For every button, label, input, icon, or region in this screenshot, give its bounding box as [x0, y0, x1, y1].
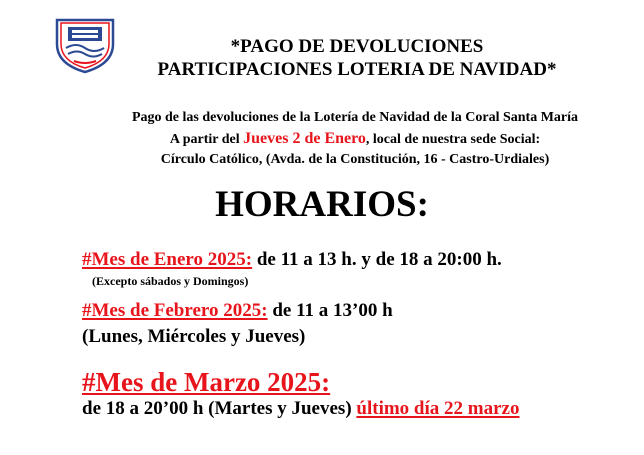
- schedule-febrero: [82, 300, 393, 322]
- febrero-label: #Mes de Febrero 2025:: [82, 300, 268, 321]
- marzo-hours: de 18 a 20’00 h (Martes y Jueves): [82, 398, 357, 419]
- info-line-2: [82, 130, 628, 148]
- marzo-deadline: último día 22 marzo: [356, 398, 520, 419]
- info-line-2-prefix: A partir del: [169, 132, 244, 147]
- title-line-1: *PAGO DE DEVOLUCIONES: [230, 36, 484, 57]
- title-line-2: PARTICIPACIONES LOTERIA DE NAVIDAD*: [157, 59, 557, 80]
- start-date-highlight: Jueves 2 de Enero: [243, 130, 366, 147]
- enero-hours: de 11 a 13 h. y de 18 a 20:00 h.: [252, 249, 502, 270]
- marzo-label: #Mes de Marzo 2025:: [82, 367, 331, 397]
- febrero-note: (Lunes, Miércoles y Jueves): [82, 326, 306, 347]
- febrero-hours: de 11 a 13’00 h: [267, 300, 393, 321]
- enero-label: #Mes de Enero 2025:: [82, 249, 253, 270]
- schedule-enero: [82, 249, 502, 271]
- info-line-2-suffix: , local de nuestra sede Social:: [365, 132, 541, 147]
- info-line-1: Pago de las devoluciones de la Lotería de Navidad de la Coral Santa María: [131, 110, 579, 125]
- info-line-3-address: Círculo Católico, (Avda. de la Constitución, 16 - Castro-Urdiales): [160, 152, 550, 167]
- horarios-heading: HORARIOS:: [215, 184, 429, 225]
- enero-note: (Excepto sábados y Domingos): [92, 274, 249, 288]
- schedule-marzo: [82, 398, 519, 420]
